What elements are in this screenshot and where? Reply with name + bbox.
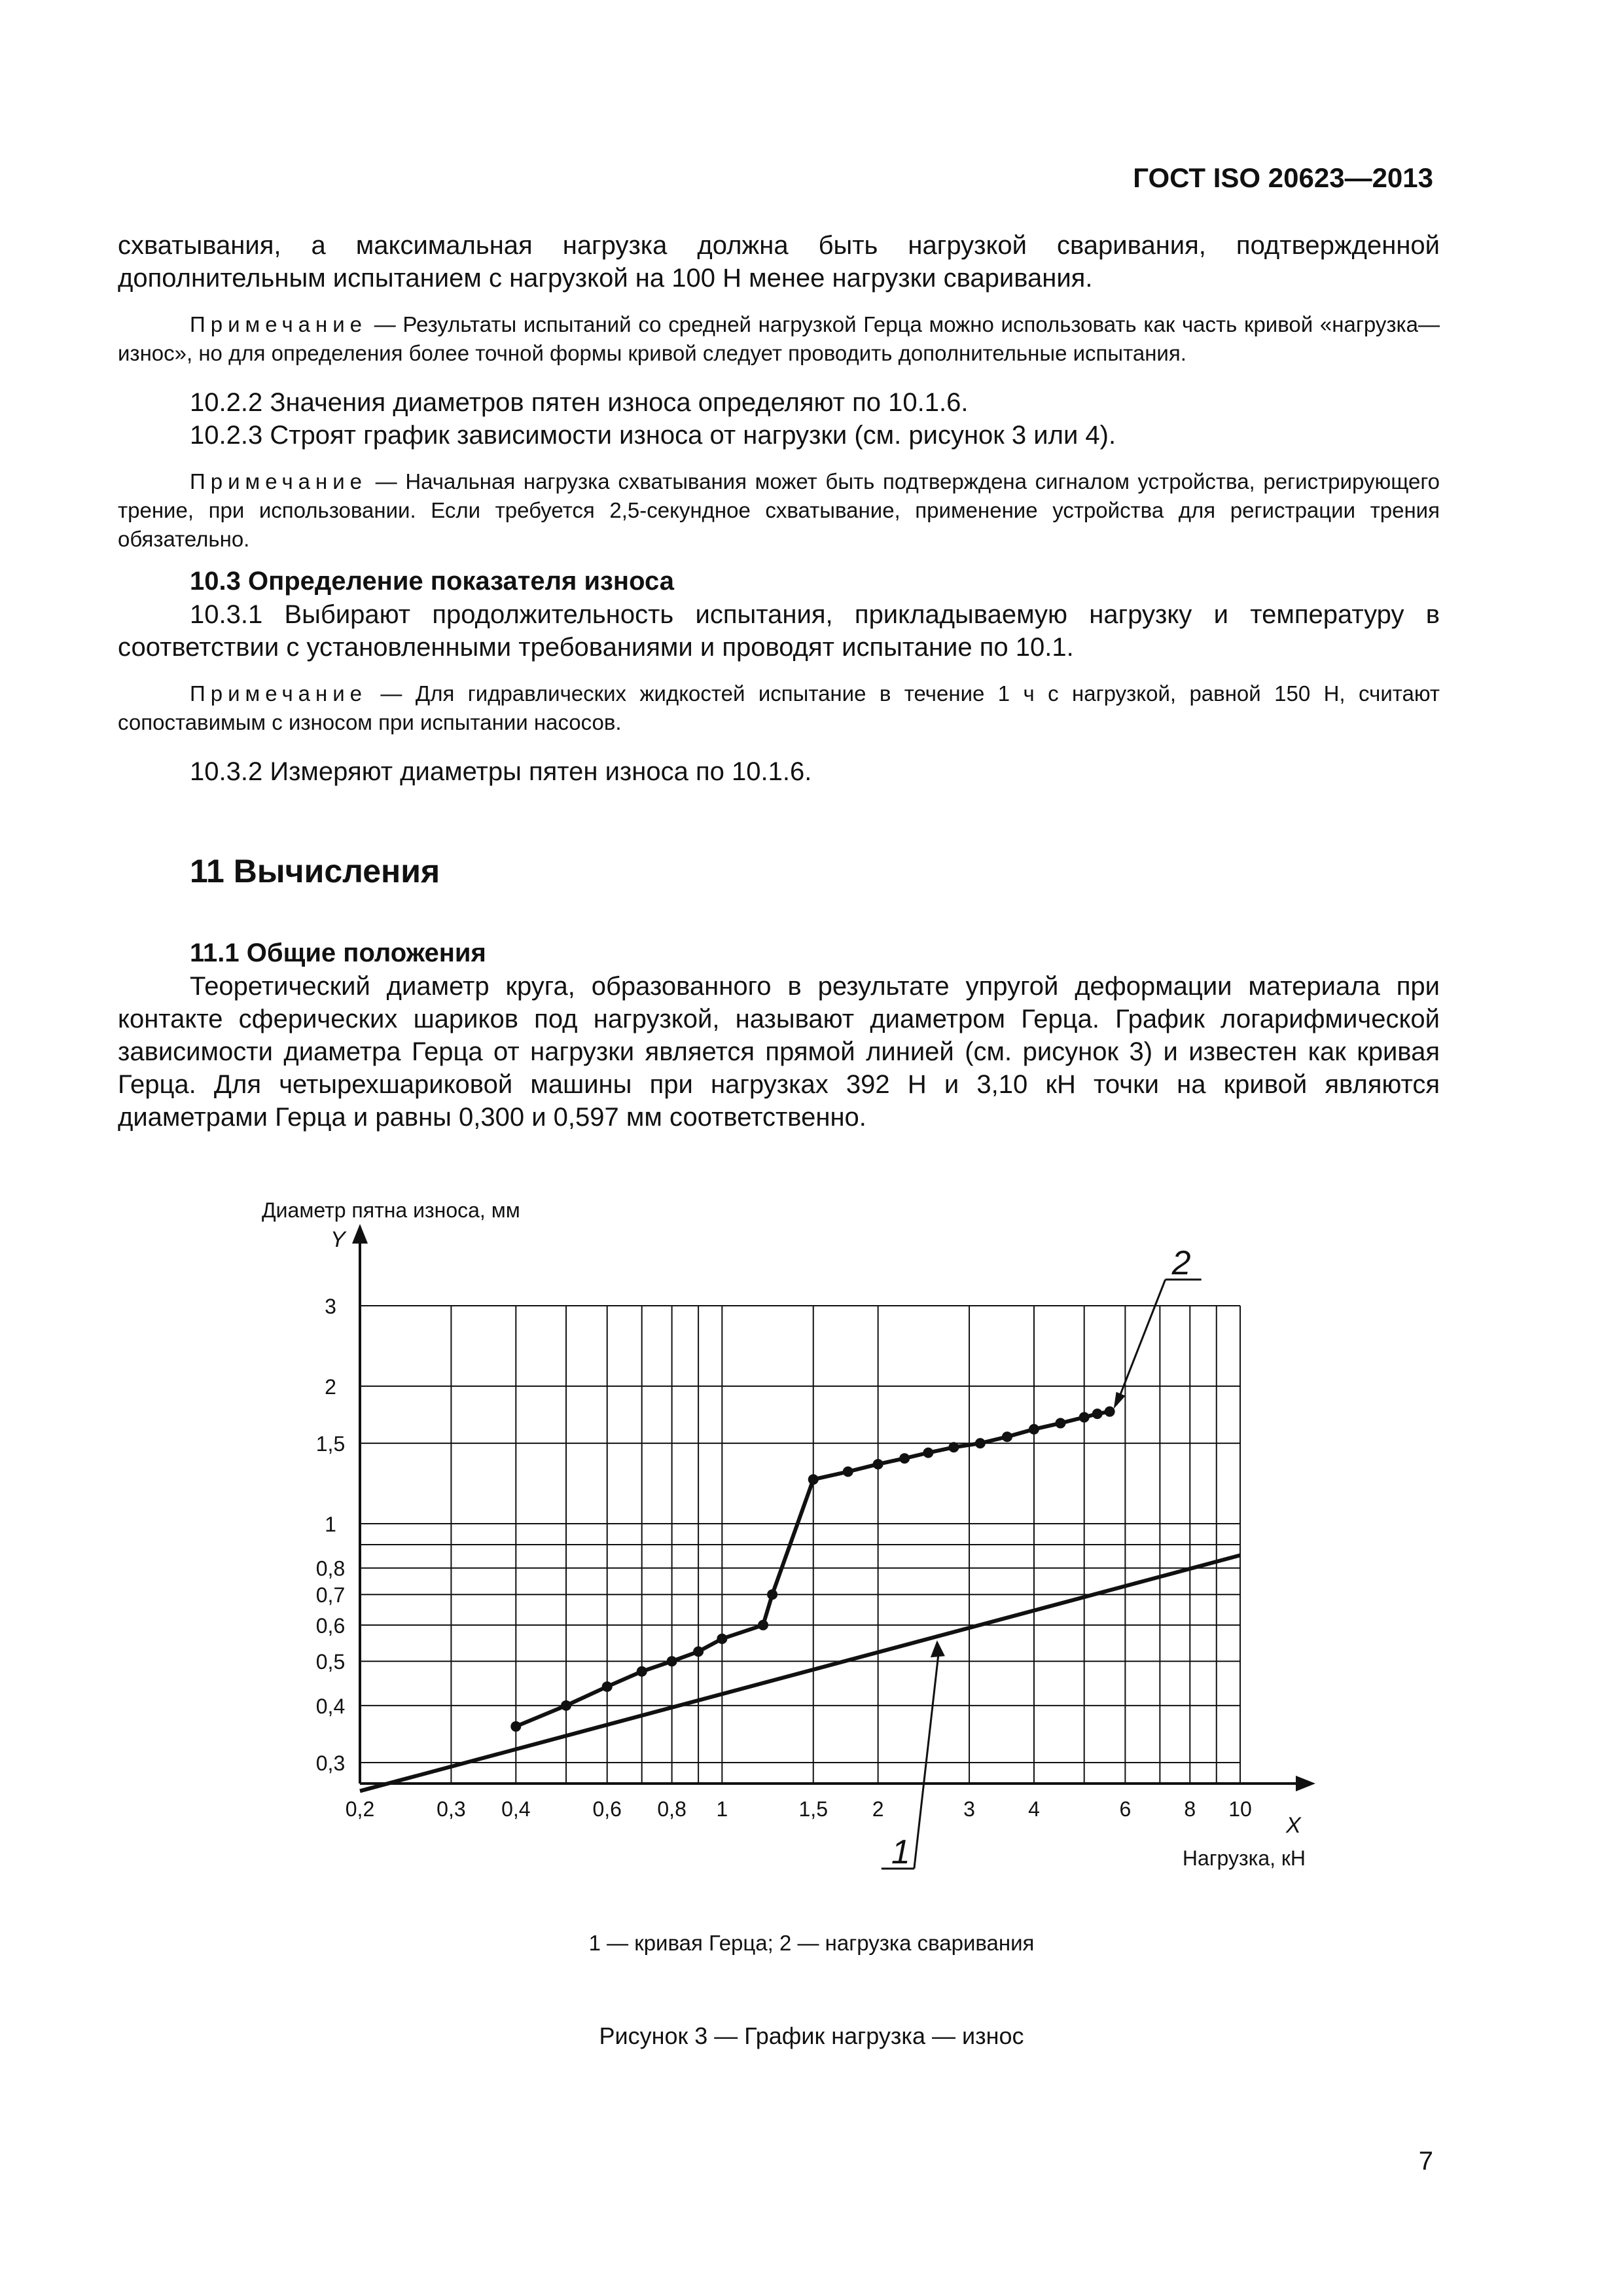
hertz-line — [360, 1555, 1240, 1791]
data-point — [1079, 1412, 1090, 1422]
paragraph-10-2-2: 10.2.2 Значения диаметров пятен износа определяют по 10.1.6. — [190, 388, 969, 417]
x-axis-arrow — [1296, 1776, 1315, 1791]
data-point — [975, 1438, 986, 1448]
y-axis-letter: Y — [330, 1227, 346, 1252]
data-point — [717, 1634, 727, 1644]
paragraph-10-3-2: 10.3.2 Измеряют диаметры пятен износа по 10.1.6. — [190, 757, 812, 786]
note-3 — [118, 679, 1440, 737]
callout-2-label: 2 — [1171, 1244, 1191, 1282]
figure-caption: Рисунок 3 — График нагрузка — износ — [599, 2022, 1024, 2049]
note-text: — Результаты испытаний со средней нагрузкой Герца можно использовать как часть кривой «нагрузка—износ», но для определения более точной формы кривой следует проводить дополнительные испытания. — [118, 312, 1440, 365]
x-tick-label: 1 — [716, 1797, 728, 1821]
data-point — [602, 1681, 613, 1692]
data-point — [808, 1474, 819, 1484]
callout-1-leader — [914, 1655, 938, 1869]
note-text: — Для гидравлических жидкостей испытание в течение 1 ч с нагрузкой, равной 150 Н, считают сопоставимым с износом при испытании насосов. — [118, 681, 1440, 734]
data-point — [758, 1620, 768, 1630]
paragraph-11-1: Теоретический диаметр круга, образованного в результате упругой деформации материала при контакте сферических шариков под нагрузкой, называют диаметром Герца. График логарифмической зависимости диаметра Герца от нагрузки является прямой линией (см. рисунок 3) и известен как кривая Герца. Для четырехшариковой машины при нагрузках 392 Н и 3,10 кН точки на кривой являются диаметрами Герца и равны 0,300 и 0,597 мм соответственно. — [118, 972, 1440, 1132]
note-label: Примечание — [190, 681, 368, 706]
x-tick-label: 8 — [1184, 1797, 1196, 1821]
x-axis-letter: X — [1286, 1813, 1301, 1838]
data-point — [637, 1666, 647, 1677]
x-tick-label: 2 — [872, 1797, 884, 1821]
x-tick-label: 0,2 — [345, 1797, 375, 1821]
note-label: Примечание — [190, 469, 368, 493]
y-tick-label: 0,8 — [315, 1556, 346, 1581]
note-2 — [118, 467, 1440, 554]
data-point — [1029, 1424, 1039, 1435]
y-tick-label: 3 — [325, 1295, 336, 1318]
data-point — [693, 1646, 704, 1657]
callout-1-arrowhead — [931, 1640, 945, 1657]
chart-svg — [249, 1198, 1322, 1871]
x-tick-label: 0,6 — [592, 1797, 622, 1821]
y-tick-label: 0,3 — [315, 1751, 346, 1776]
data-point — [873, 1459, 883, 1469]
y-tick-label: 2 — [325, 1374, 336, 1399]
callout-2-arrowhead — [1114, 1392, 1126, 1409]
y-tick-label: 0,7 — [315, 1583, 346, 1607]
x-tick-label: 0,8 — [657, 1797, 687, 1821]
data-point — [923, 1448, 933, 1458]
figure-legend: 1 — кривая Герца; 2 — нагрузка сваривания — [588, 1931, 1035, 1955]
data-point — [667, 1656, 677, 1666]
note-1 — [118, 310, 1440, 368]
x-axis-label: Нагрузка, кН — [1182, 1846, 1306, 1870]
data-point — [1092, 1408, 1103, 1419]
x-tick-label: 6 — [1119, 1797, 1132, 1821]
data-point — [1055, 1418, 1065, 1428]
data-point — [1105, 1407, 1115, 1417]
paragraph-continuation: схватывания, а максимальная нагрузка должна быть нагрузкой сваривания, подтвержденной дополнительным испытанием с нагрузкой на 100 Н менее нагрузки сваривания. — [118, 231, 1440, 293]
data-point — [767, 1589, 777, 1600]
heading-10-3: 10.3 Определение показателя износа — [190, 567, 674, 596]
y-tick-label: 0,5 — [315, 1650, 346, 1674]
data-point — [843, 1467, 853, 1477]
data-point — [899, 1453, 910, 1463]
y-axis-label: Диаметр пятна износа, мм — [262, 1198, 520, 1222]
note-text: — Начальная нагрузка схватывания может быть подтверждена сигналом устройства, регистрирующего трение, при использовании. Если требуется 2,5-секундное схватывание, применение устройства для регистрации трения обязательно. — [118, 469, 1440, 551]
x-tick-label: 4 — [1028, 1797, 1040, 1821]
callout-1-label: 1 — [891, 1833, 910, 1871]
document-header: ГОСТ ISO 20623—2013 — [1133, 162, 1433, 193]
x-tick-label: 10 — [1228, 1797, 1252, 1821]
heading-11-1: 11.1 Общие положения — [190, 939, 486, 967]
data-point — [948, 1442, 959, 1452]
y-tick-label: 0,4 — [315, 1694, 346, 1718]
paragraph-10-3-1: 10.3.1 Выбирают продолжительность испытания, прикладываемую нагрузку и температуру в соответствии с установленными требованиями и проводят испытание по 10.1. — [118, 600, 1440, 662]
y-tick-label: 0,6 — [315, 1613, 346, 1638]
data-point — [510, 1721, 521, 1732]
document-body — [118, 229, 1440, 1134]
page-number: 7 — [1418, 2147, 1433, 2176]
data-point — [561, 1700, 571, 1711]
x-tick-label: 3 — [963, 1797, 975, 1821]
heading-section-11: 11 Вычисления — [190, 853, 440, 889]
paragraph-10-2-3: 10.2.3 Строят график зависимости износа от нагрузки (см. рисунок 3 или 4). — [190, 421, 1116, 450]
note-label: Примечание — [190, 312, 368, 336]
y-tick-label: 1 — [325, 1513, 336, 1537]
x-tick-label: 0,4 — [501, 1797, 531, 1821]
figure-load-wear-chart — [249, 1198, 1322, 1871]
y-tick-label: 1,5 — [315, 1432, 346, 1456]
data-point — [1002, 1431, 1012, 1442]
x-tick-label: 1,5 — [798, 1797, 828, 1821]
x-tick-label: 0,3 — [437, 1797, 466, 1821]
y-axis-arrow — [352, 1224, 368, 1244]
